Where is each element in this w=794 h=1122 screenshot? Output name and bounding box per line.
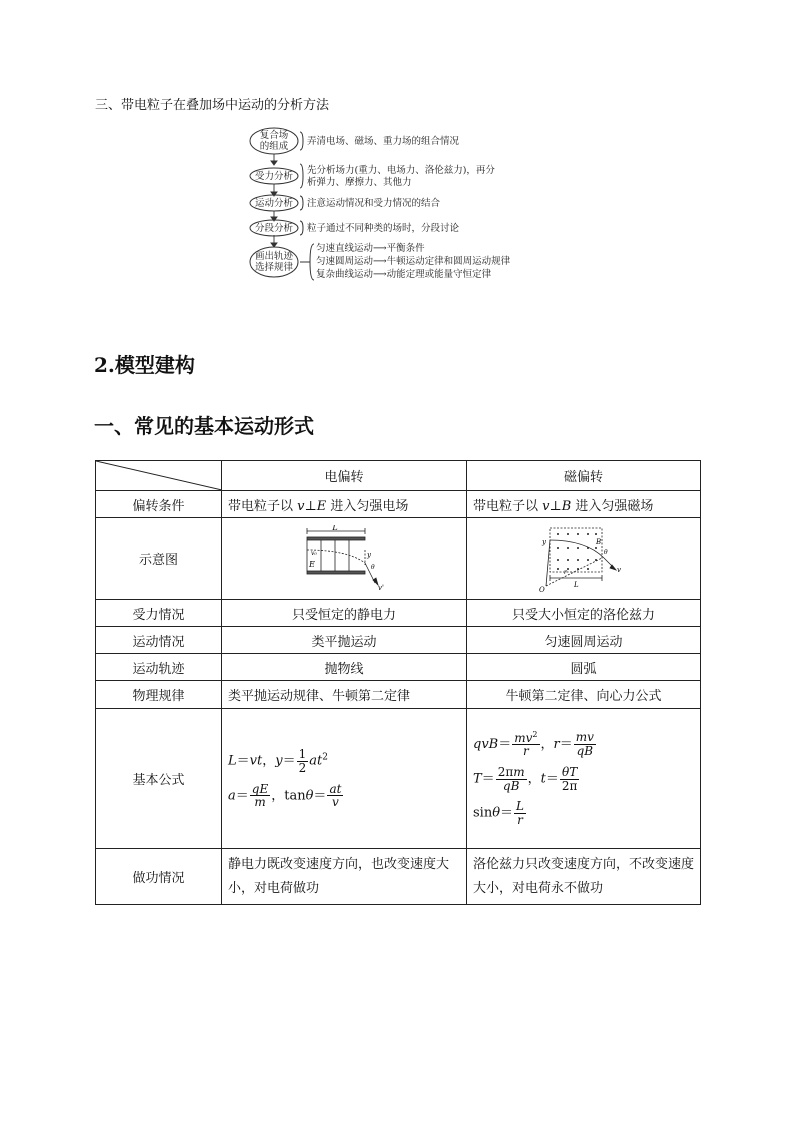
svg-text:L: L (574, 580, 579, 589)
cell-law-electric: 类平抛运动规律、牛顿第二定律 (222, 681, 467, 709)
cell-motion-electric: 类平抛运动 (222, 627, 467, 654)
table-row (96, 681, 701, 709)
formula-m-2: T＝ $\frac{2\pi m}{qB}$ ，t＝ $\frac{\theta T}{2\pi}$ (473, 764, 578, 793)
cell-trajectory-electric: 抛物线 (222, 654, 467, 681)
svg-text:y: y (367, 550, 371, 559)
section-heading: 三、带电粒子在叠加场中运动的分析方法 (95, 98, 330, 113)
step-label-2: 受力分析 (254, 171, 294, 182)
step-segment-analysis (250, 220, 460, 236)
cell-force-electric: 只受恒定的静电力 (222, 600, 467, 627)
step-trajectory-law (250, 242, 511, 280)
svg-text:θ: θ (604, 548, 608, 556)
svg-text:E: E (309, 559, 315, 569)
svg-text:O: O (539, 585, 545, 594)
step-label-1b: 的组成 (259, 141, 289, 152)
step-label-4: 分段分析 (254, 223, 294, 234)
corner-cell (96, 461, 222, 491)
formula-e-1: L＝vt，y＝ $\frac{1}{2}$ $at^2$ (228, 747, 328, 775)
cell-law-magnetic: 牛顿第二定律、向心力公式 (467, 681, 701, 709)
step-note-5b: 匀速圆周运动⟶牛顿运动定律和圆周运动规律 (316, 256, 511, 267)
cell-diagram-magnetic (467, 518, 701, 600)
cell-trajectory-magnetic: 圆弧 (467, 654, 701, 681)
formula-m-3: sinθ＝ $\frac{L}{r}$ (473, 799, 525, 827)
row-label-law: 物理规律 (96, 681, 222, 709)
model-heading: 2.模型建构 (94, 353, 195, 377)
cell-formula-electric (222, 709, 467, 849)
table-row (96, 849, 701, 905)
table-row (96, 627, 701, 654)
col-header-electric: 电偏转 (222, 461, 467, 491)
step-motion-analysis (250, 195, 441, 211)
table-row (96, 709, 701, 849)
step-note-2a: 先分析场力(重力、电场力、洛伦兹力)，再分 (307, 165, 495, 176)
forms-heading: 一、常见的基本运动形式 (94, 414, 314, 438)
table-row (96, 600, 701, 627)
cell-work-magnetic: 洛伦兹力只改变速度方向，不改变速度大小，对电荷永不做功 (467, 849, 701, 905)
step-note-5c: 复杂曲线运动⟶动能定理或能量守恒定律 (316, 269, 492, 280)
step-label-5b: 选择规律 (254, 262, 294, 273)
motion-forms-table (95, 460, 701, 905)
table-row (96, 491, 701, 518)
svg-text:v₀: v₀ (311, 549, 317, 557)
analysis-flow-diagram (244, 124, 564, 284)
table-row (96, 518, 701, 600)
cell-force-magnetic: 只受大小恒定的洛伦兹力 (467, 600, 701, 627)
svg-text:r: r (564, 568, 567, 576)
cell-work-electric: 静电力既改变速度方向，也改变速度大小，对电荷做功 (222, 849, 467, 905)
step-label-1a: 复合场 (259, 130, 289, 141)
step-label-5a: 画出轨迹 (254, 251, 294, 262)
step-label-3: 运动分析 (254, 198, 294, 209)
col-header-magnetic: 磁偏转 (467, 461, 701, 491)
cell-condition-magnetic: 带电粒子以 v⊥B 进入匀强磁场 (467, 491, 701, 518)
row-label-diagram: 示意图 (96, 518, 222, 600)
row-label-trajectory: 运动轨迹 (96, 654, 222, 681)
table-row (96, 654, 701, 681)
step-force-analysis (250, 164, 495, 188)
table-header-row (96, 461, 701, 491)
svg-text:v: v (617, 565, 621, 574)
cell-condition-electric: 带电粒子以 v⊥E 进入匀强电场 (222, 491, 467, 518)
cell-formula-magnetic (467, 709, 701, 849)
svg-text:L: L (332, 524, 338, 532)
step-note-5a: 匀速直线运动⟶平衡条件 (316, 243, 425, 254)
row-label-work: 做功情况 (96, 849, 222, 905)
step-note-4: 粒子通过不同种类的场时，分段讨论 (307, 223, 460, 234)
step-composite-field (250, 128, 460, 154)
step-note-3: 注意运动情况和受力情况的结合 (307, 198, 441, 209)
svg-text:y: y (542, 537, 546, 546)
svg-text:θ: θ (371, 563, 375, 571)
step-note-1: 弄清电场、磁场、重力场的组合情况 (307, 136, 460, 147)
cell-motion-magnetic: 匀速圆周运动 (467, 627, 701, 654)
electric-deflection-diagram (299, 525, 389, 593)
cell-diagram-electric (222, 518, 467, 600)
step-note-2b: 析弹力、摩擦力、其他力 (307, 177, 412, 188)
formula-e-2: a＝ $\frac{qE}{m}$ ，tanθ＝ $\frac{at}{v}$ (228, 781, 342, 810)
svg-text:v': v' (378, 583, 384, 592)
row-label-motion: 运动情况 (96, 627, 222, 654)
formula-m-1: qvB＝ $\frac{mv^2}{r}$ ，r＝ $\frac{mv}{qB}$ (473, 729, 594, 759)
magnetic-deflection-diagram (536, 524, 631, 594)
row-label-condition: 偏转条件 (96, 491, 222, 518)
row-label-formula: 基本公式 (96, 709, 222, 849)
row-label-force: 受力情况 (96, 600, 222, 627)
svg-text:B: B (596, 537, 602, 546)
